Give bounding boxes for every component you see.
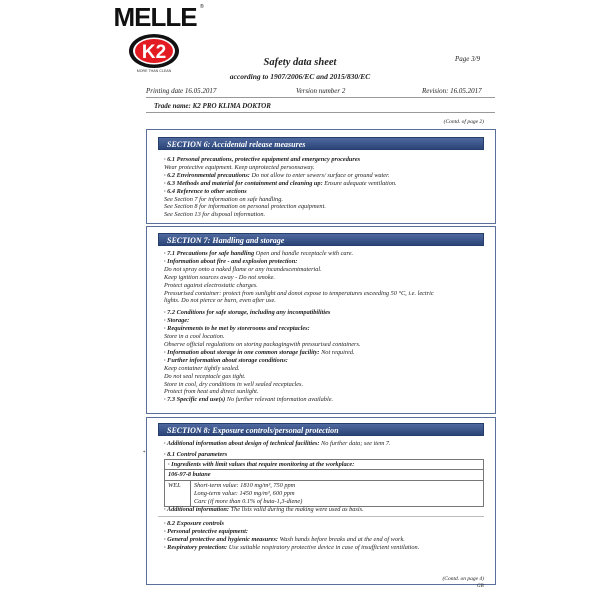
melle-logo: [107, 2, 203, 32]
section-6-line: · 6.4 Reference to other sections: [164, 187, 247, 195]
section-7-line: Pressurised container: protect from sunlight and donot expose to temperatures exceeding 50 °C, i.e. lectric: [164, 289, 434, 297]
section-6-body: [164, 156, 494, 219]
section-7-line: Store in a cool location.: [164, 333, 225, 341]
section-7-body: [164, 250, 494, 404]
k2-logo-text: K2: [141, 42, 167, 63]
section-7-heading: SECTION 7: Handling and storage: [158, 233, 484, 246]
section-8-body: [164, 520, 494, 552]
contd-on-page: (Contd. on page 4): [442, 576, 484, 582]
section-7-line: Do not spray onto a naked flame or any incandescentmaterial.: [164, 265, 322, 273]
wel-value-line: Short-term value: 1810 mg/m³, 750 ppm: [194, 482, 296, 489]
section-6-line: See Section 7 for information on safe handling.: [164, 195, 283, 203]
section-7-line: · 7.1 Precautions for safe handling Open and handle receptacle with care.: [164, 250, 354, 257]
page-number: Page 3/9: [455, 55, 481, 63]
section-8-line: · General protective and hygienic measures: Wash hands before breaks and at the end of work.: [164, 535, 405, 543]
printing-date: Printing date 16.05.2017: [146, 87, 217, 95]
trade-name: Trade name: K2 PRO KLIMA DOKTOR: [154, 102, 271, 110]
wel-label: WEL: [164, 481, 190, 507]
section-8-heading: SECTION 8: Exposure controls/personal protection: [158, 423, 484, 436]
section-6-line: See Section 8 for information on personal protection equipment.: [164, 203, 326, 211]
section-8-line: · 8.2 Exposure controls: [164, 520, 225, 527]
section-7-line: · 7.2 Conditions for safe storage, including any incompatibilities: [164, 309, 331, 317]
section-6-line: Wear protective equipment. Keep unprotected personsaway.: [164, 163, 315, 171]
wel-values: [190, 481, 484, 507]
document-title: Safety data sheet: [263, 57, 337, 68]
section-7-line: Protect from heat and direct sunlight.: [164, 388, 259, 396]
section-7-line: · Information about storage in one common storage facility: Not required.: [164, 348, 355, 356]
section-8-line: · Additional information: The lists valid during the making were used as basis.: [164, 506, 364, 513]
section-6-line: · 6.2 Environmental precautions: Do not allow to enter sewers/ surface or ground water.: [164, 171, 390, 179]
exposure-limits-table: [164, 459, 484, 507]
section-6-line: · 6.1 Personal precautions, protective equipment and emergency procedures: [164, 156, 361, 163]
section-7-line: Keep ignition sources away - Do not smoke.: [164, 273, 275, 281]
ingredients-header: · Ingredients with limit values that require monitoring at the workplace:: [164, 459, 484, 470]
cas-row: 106-97-8 butane: [164, 470, 484, 481]
section-8-line: · 8.1 Control parameters: [164, 450, 228, 458]
wel-row: [164, 481, 484, 507]
section-7-line: Store in cool, dry conditions in well sealed receptacles.: [164, 380, 304, 388]
section-6-line: See Section 13 for disposal information.: [164, 211, 266, 219]
wel-value-line: Long-term value: 1450 mg/m³, 600 ppm: [194, 490, 295, 497]
revision-mark: *: [143, 451, 146, 456]
section-8-line: · Personal protective equipment:: [164, 527, 248, 535]
section-7-line: · Storage:: [164, 317, 190, 325]
section-6-heading: SECTION 6: Accidental release measures: [158, 137, 484, 150]
contd-from-page: (Contd. of page 2): [443, 119, 484, 125]
section-8-divider: [158, 516, 484, 517]
additional-information: [164, 506, 494, 514]
section-7-line: Do not seal receptacle gas tight.: [164, 372, 246, 380]
section-8-intro: [164, 440, 494, 459]
section-7-line: Protect against electrostatic charges.: [164, 281, 258, 289]
section-8-line: · Respiratory protection: Use suitable respiratory protective device in case of insufficient ventilation.: [164, 543, 420, 551]
revision-date: Revision: 16.05.2017: [422, 87, 482, 95]
section-7-line: · Requirements to be met by storerooms and receptacles:: [164, 325, 310, 333]
section-7-line: · Further information about storage conditions:: [164, 356, 288, 364]
section-7-line: · Information about fire - and explosion protection:: [164, 257, 298, 265]
trade-divider: [146, 112, 495, 113]
section-7-line: Keep container tightly sealed.: [164, 364, 240, 372]
version-number: Version number 2: [296, 87, 346, 95]
header-divider: [146, 97, 495, 98]
melle-logo-text: MELLE: [113, 2, 197, 32]
section-6-line: · 6.3 Methods and material for containment and cleaning up: Ensure adequate ventilation.: [164, 179, 397, 187]
wel-value-line: Carc (if more than 0.1% of buta-1,3-diene): [194, 498, 303, 505]
section-7-line: Observe official regulations on storing packagingwith pressurised containers.: [164, 340, 361, 348]
section-8-line: · Additional information about design of technical facilities: No further data; see item 7.: [164, 440, 391, 447]
section-7-line: · 7.3 Specific end use(s) No further relevant information available.: [164, 396, 334, 404]
footer-code: GB: [477, 584, 484, 589]
k2-tagline: MORE THAN CLEAN: [136, 69, 172, 73]
document-subtitle: according to 1907/2006/EC and 2015/830/EC: [229, 72, 371, 81]
registered-mark: ®: [200, 4, 204, 10]
section-7-line: lights. Do not pierce or burn, even after use.: [164, 297, 276, 305]
